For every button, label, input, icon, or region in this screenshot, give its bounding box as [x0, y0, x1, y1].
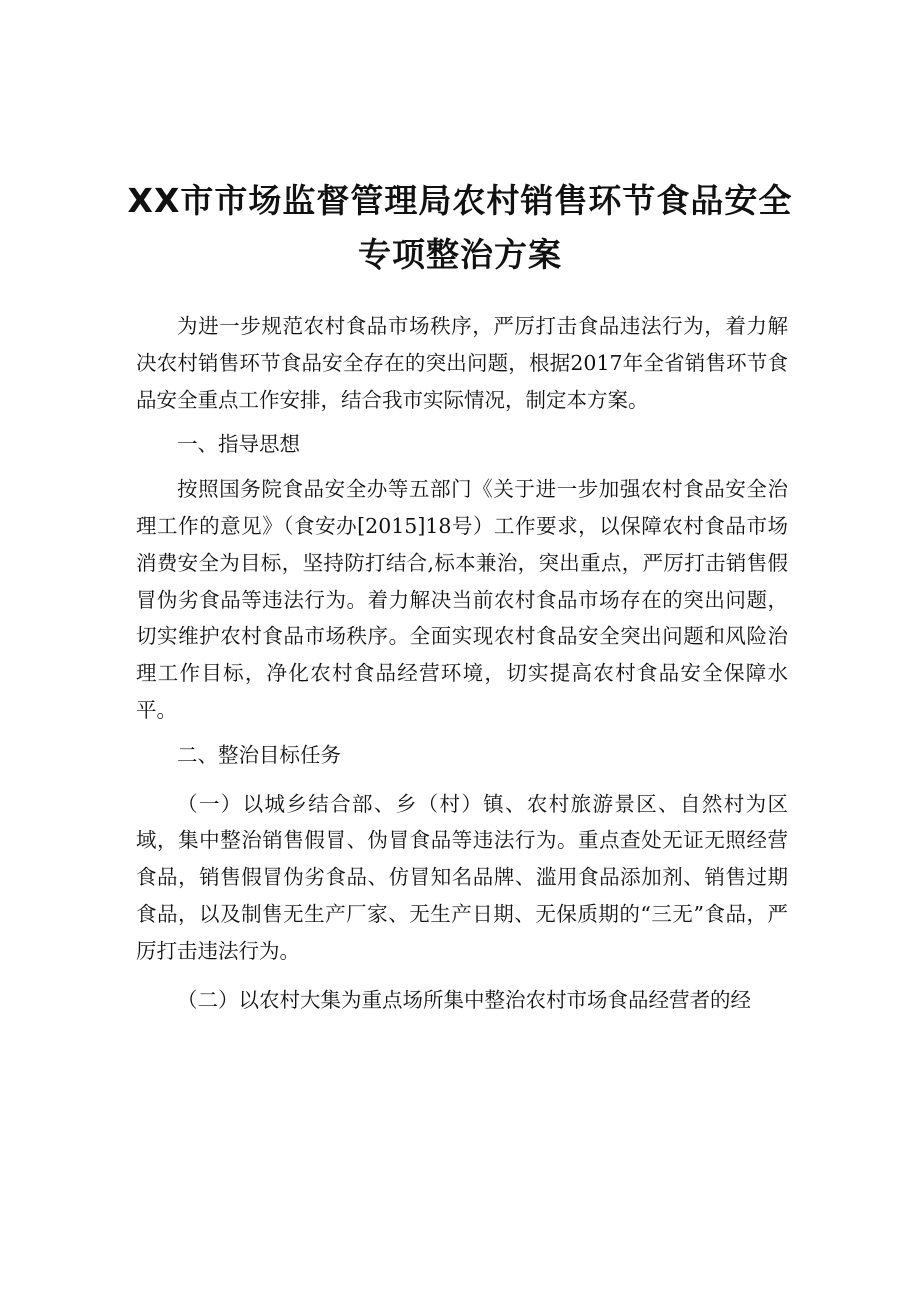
section-heading-guiding-ideology: 一、指导思想	[177, 432, 300, 457]
task-item-2: （二）以农村大集为重点场所集中整治农村市场食品经营者的经	[177, 987, 751, 1012]
section-paragraph-guiding-ideology: 按照国务院食品安全办等五部门《关于进一步加强农村食品安全治理工作的意见》（食安办[2015]18号）工作要求，以保障农村食品市场消费安全为目标，坚持防打结合,标本兼治，突出重点，严厉打击销售假冒伪劣食品等违法行为。着力解决当前农村食品市场存在的突出问题，切实维护农村食品市场秩序。全面实现农村食品安全突出问题和风险治理工作目标，净化农村食品经营环境，切实提高农村食品安全保障水平。	[136, 477, 788, 722]
intro-paragraph: 为进一步规范农村食品市场秩序，严厉打击食品违法行为，着力解决农村销售环节食品安全存在的突出问题，根据2017年全省销售环节食品安全重点工作安排，结合我市实际情况，制定本方案。	[136, 314, 788, 412]
document-body	[136, 308, 788, 1018]
section-heading-goals-tasks: 二、整治目标任务	[177, 742, 341, 767]
document-title-line1: XX市市场监督管理局农村销售环节食品安全	[127, 181, 793, 220]
document-title-line2: 专项整治方案	[358, 235, 562, 274]
task-item-1: （一）以城乡结合部、乡（村）镇、农村旅游景区、自然村为区域，集中整治销售假冒、伪冒食品等违法行为。重点查处无证无照经营食品，销售假冒伪劣食品、仿冒知名品牌、滥用食品添加剂、销售过期食品，以及制售无生产厂家、无生产日期、无保质期的“三无”食品，严厉打击违法行为。	[136, 791, 788, 963]
